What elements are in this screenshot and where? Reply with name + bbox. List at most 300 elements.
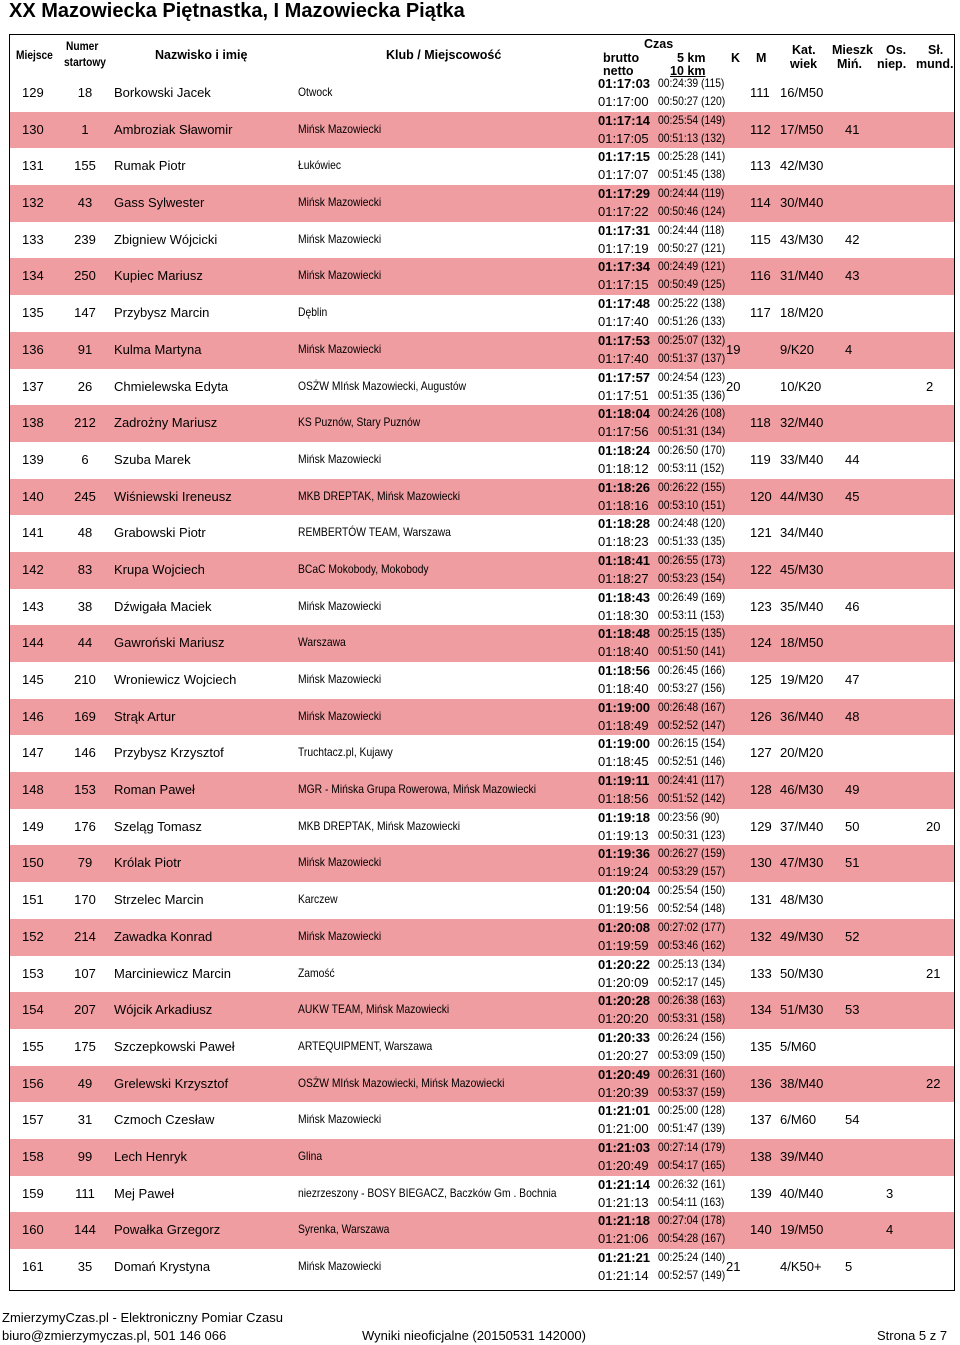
- table-row: [10, 956, 954, 993]
- time-brutto-cell: 01:19:36: [598, 846, 651, 862]
- men-place-cell: 114: [750, 195, 771, 211]
- club-cell: Mińsk Mazowiecki: [298, 451, 382, 466]
- name-cell: Roman Paweł: [114, 782, 195, 798]
- number-cell: 49: [77, 1075, 93, 1091]
- time-brutto-cell: 01:17:14: [598, 112, 651, 128]
- header-miesz-line2: Miń.: [837, 57, 862, 71]
- number-cell: 18: [77, 85, 93, 100]
- split-10km-cell: 00:51:37 (137): [658, 350, 726, 365]
- name-cell: Wroniewicz Wojciech: [114, 672, 237, 687]
- time-brutto-cell: 01:20:28: [598, 993, 651, 1009]
- time-brutto-cell: 01:17:15: [598, 149, 651, 165]
- footer-contact: biuro@zmierzymyczas.pl, 501 146 066: [2, 1328, 227, 1343]
- split-10km-cell: 00:53:09 (150): [658, 1047, 726, 1062]
- number-cell: 146: [74, 745, 96, 761]
- split-5km-cell: 00:24:41 (117): [658, 773, 725, 788]
- table-row: [10, 552, 954, 589]
- split-5km-cell: 00:25:13 (134): [658, 956, 726, 971]
- split-5km-cell: 00:26:31 (160): [658, 1066, 726, 1081]
- header-os-line1: Os.: [886, 43, 907, 57]
- time-netto-cell: 01:17:00: [598, 94, 649, 109]
- time-netto-cell: 01:21:06: [598, 1231, 649, 1247]
- time-brutto-cell: 01:17:29: [598, 186, 651, 202]
- time-brutto-cell: 01:18:26: [598, 479, 651, 495]
- uniformed-place-cell: 2: [926, 378, 934, 394]
- name-cell: Dźwigała Maciek: [114, 598, 212, 614]
- header-czas: Czas: [644, 37, 674, 51]
- resident-place-cell: 50: [845, 818, 860, 834]
- place-cell: 136: [22, 341, 44, 357]
- time-brutto-cell: 01:21:18: [598, 1213, 651, 1229]
- club-cell: OSŻW MIńsk Mazowiecki, Augustów: [298, 378, 467, 393]
- time-netto-cell: 01:17:05: [598, 130, 649, 146]
- split-5km-cell: 00:27:14 (179): [658, 1139, 726, 1154]
- time-brutto-cell: 01:18:04: [598, 406, 651, 422]
- header-club: Klub / Miejscowość: [386, 48, 502, 62]
- name-cell: Zawadka Konrad: [114, 928, 213, 944]
- category-cell: 37/M40: [780, 818, 824, 834]
- men-place-cell: 118: [750, 415, 771, 431]
- name-cell: Zadrożny Mariusz: [114, 415, 218, 431]
- number-cell: 107: [74, 965, 96, 981]
- name-cell: Lech Henryk: [114, 1148, 187, 1164]
- table-row: [10, 185, 954, 222]
- place-cell: 159: [22, 1185, 44, 1201]
- category-cell: 6/M60: [780, 1112, 817, 1128]
- category-cell: 46/M30: [780, 782, 824, 798]
- men-place-cell: 113: [750, 158, 771, 174]
- name-cell: Szuba Marek: [114, 451, 191, 467]
- place-cell: 153: [22, 965, 44, 981]
- place-cell: 154: [22, 1002, 44, 1018]
- split-10km-cell: 00:50:31 (123): [658, 827, 726, 842]
- men-place-cell: 138: [750, 1148, 772, 1164]
- split-5km-cell: 00:25:22 (138): [658, 296, 726, 311]
- split-5km-cell: 00:27:02 (177): [658, 919, 726, 934]
- resident-place-cell: 54: [845, 1112, 860, 1128]
- men-place-cell: 120: [750, 488, 772, 504]
- place-cell: 134: [22, 268, 44, 284]
- table-row: [10, 809, 954, 846]
- name-cell: Wójcik Arkadiusz: [114, 1002, 213, 1018]
- footer-company: ZmierzymyCzas.pl - Elektroniczny Pomiar Czasu: [2, 1310, 284, 1325]
- table-row: [10, 75, 954, 112]
- number-cell: 155: [74, 158, 96, 174]
- time-brutto-cell: 01:21:21: [598, 1250, 651, 1265]
- split-10km-cell: 00:53:31 (158): [658, 1011, 726, 1026]
- time-brutto-cell: 01:20:04: [598, 883, 651, 899]
- club-cell: Syrenka, Warszawa: [298, 1222, 390, 1237]
- table-row: [10, 882, 954, 919]
- header-split5: 5 km: [677, 51, 706, 65]
- name-cell: Kulma Martyna: [114, 341, 202, 357]
- club-cell: Mińsk Mazowiecki: [298, 195, 382, 210]
- place-cell: 131: [22, 158, 44, 174]
- name-cell: Strzelec Marcin: [114, 892, 204, 908]
- time-brutto-cell: 01:17:48: [598, 296, 651, 312]
- men-place-cell: 135: [750, 1038, 772, 1054]
- time-netto-cell: 01:19:24: [598, 864, 649, 880]
- men-place-cell: 140: [750, 1222, 772, 1238]
- club-cell: MKB DREPTAK, Mińsk Mazowiecki: [298, 488, 461, 503]
- time-netto-cell: 01:18:16: [598, 497, 649, 513]
- club-cell: BCaC Mokobody, Mokobody: [298, 561, 429, 576]
- time-brutto-cell: 01:20:08: [598, 919, 651, 935]
- header-kat-line2: wiek: [790, 57, 818, 71]
- table-row: [10, 479, 954, 516]
- split-10km-cell: 00:52:52 (147): [658, 717, 726, 732]
- name-cell: Strąk Artur: [114, 708, 176, 724]
- category-cell: 31/M40: [780, 268, 824, 284]
- men-place-cell: 123: [750, 598, 772, 614]
- men-place-cell: 131: [750, 892, 772, 908]
- split-10km-cell: 00:51:31 (134): [658, 424, 726, 439]
- men-place-cell: 125: [750, 672, 772, 687]
- split-10km-cell: 00:53:10 (151): [658, 497, 726, 512]
- club-cell: MKB DREPTAK, Mińsk Mazowiecki: [298, 818, 461, 833]
- time-netto-cell: 01:17:15: [598, 277, 649, 293]
- category-cell: 18/M50: [780, 635, 824, 651]
- split-5km-cell: 00:25:24 (140): [658, 1250, 726, 1264]
- category-cell: 42/M30: [780, 158, 824, 174]
- name-cell: Marciniewicz Marcin: [114, 965, 232, 981]
- club-cell: ARTEQUIPMENT, Warszawa: [298, 1038, 433, 1053]
- club-cell: Łukówiec: [298, 158, 342, 173]
- place-cell: 129: [22, 85, 44, 100]
- number-cell: 169: [74, 708, 96, 724]
- table-row: [10, 405, 954, 442]
- header-number-line1: Numer: [66, 39, 99, 53]
- name-cell: Rumak Piotr: [114, 158, 186, 174]
- table-row: [10, 148, 954, 185]
- club-cell: Truchtacz.pl, Kujawy: [298, 745, 393, 760]
- name-cell: Powałka Grzegorz: [114, 1222, 221, 1238]
- split-5km-cell: 00:25:54 (149): [658, 112, 726, 127]
- header-place: Miejsce: [16, 48, 53, 62]
- time-brutto-cell: 01:17:03: [598, 76, 651, 91]
- resident-place-cell: 46: [845, 598, 860, 614]
- club-cell: Dęblin: [298, 305, 328, 320]
- header-sl-line2: mund.: [916, 57, 954, 71]
- place-cell: 135: [22, 305, 44, 321]
- table-row: [10, 515, 954, 552]
- header-miesz-line1: Mieszk: [832, 43, 873, 57]
- name-cell: Królak Piotr: [114, 855, 182, 871]
- place-cell: 152: [22, 928, 44, 944]
- time-netto-cell: 01:18:30: [598, 607, 649, 623]
- place-cell: 138: [22, 415, 44, 431]
- category-cell: 50/M30: [780, 965, 824, 981]
- table-row: [10, 1139, 954, 1176]
- time-netto-cell: 01:17:40: [598, 350, 649, 366]
- men-place-cell: 122: [750, 561, 772, 577]
- number-cell: 43: [77, 195, 93, 211]
- number-cell: 79: [77, 855, 93, 871]
- time-netto-cell: 01:19:56: [598, 901, 649, 917]
- women-place-cell: 21: [726, 1259, 741, 1274]
- club-cell: Mińsk Mazowiecki: [298, 341, 382, 356]
- men-place-cell: 136: [750, 1075, 772, 1091]
- club-cell: Glina: [298, 1148, 323, 1163]
- split-5km-cell: 00:24:44 (119): [658, 186, 725, 201]
- table-row: [10, 222, 954, 259]
- header-number-line2: startowy: [64, 55, 106, 69]
- header-kat-line1: Kat.: [792, 43, 816, 57]
- time-brutto-cell: 01:18:28: [598, 516, 651, 532]
- split-10km-cell: 00:54:28 (167): [658, 1231, 726, 1246]
- place-cell: 145: [22, 672, 44, 687]
- time-netto-cell: 01:17:19: [598, 240, 649, 256]
- number-cell: 35: [77, 1259, 93, 1274]
- time-netto-cell: 01:20:39: [598, 1084, 649, 1100]
- place-cell: 156: [22, 1075, 44, 1091]
- men-place-cell: 133: [750, 965, 772, 981]
- table-row: [10, 735, 954, 772]
- club-cell: Zamość: [298, 965, 335, 980]
- split-5km-cell: 00:26:45 (166): [658, 663, 726, 677]
- time-netto-cell: 01:17:22: [598, 204, 649, 220]
- table-row: [10, 1212, 954, 1249]
- place-cell: 155: [22, 1038, 44, 1054]
- page-title: XX Mazowiecka Piętnastka, I Mazowiecka Piątka: [9, 0, 465, 22]
- header-sl-line1: Sł.: [928, 43, 944, 57]
- category-cell: 19/M50: [780, 1222, 824, 1238]
- time-brutto-cell: 01:19:00: [598, 736, 651, 752]
- category-cell: 10/K20: [780, 378, 822, 394]
- club-cell: MGR - Mińska Grupa Rowerowa, Mińsk Mazowiecki: [298, 782, 536, 797]
- table-row: [10, 772, 954, 809]
- disabled-place-cell: 3: [886, 1185, 894, 1201]
- resident-place-cell: 52: [845, 928, 860, 944]
- men-place-cell: 112: [750, 121, 771, 137]
- split-5km-cell: 00:25:54 (150): [658, 883, 726, 898]
- split-10km-cell: 00:54:11 (163): [658, 1194, 725, 1209]
- table-row: [10, 442, 954, 479]
- number-cell: 147: [74, 305, 96, 321]
- place-cell: 143: [22, 598, 44, 614]
- time-brutto-cell: 01:19:11: [598, 773, 650, 789]
- results-table: [9, 34, 955, 1291]
- number-cell: 207: [74, 1002, 96, 1018]
- name-cell: Szeląg Tomasz: [114, 818, 202, 834]
- name-cell: Borkowski Jacek: [114, 85, 211, 100]
- resident-place-cell: 41: [845, 121, 860, 137]
- number-cell: 111: [75, 1185, 95, 1201]
- time-brutto-cell: 01:21:01: [598, 1103, 651, 1119]
- footer-status: Wyniki nieoficjalne (20150531 142000): [362, 1328, 586, 1343]
- table-row: [10, 332, 954, 369]
- category-cell: 39/M40: [780, 1148, 824, 1164]
- time-netto-cell: 01:18:23: [598, 534, 649, 550]
- name-cell: Gass Sylwester: [114, 195, 205, 211]
- split-10km-cell: 00:51:47 (139): [658, 1121, 726, 1136]
- split-10km-cell: 00:53:11 (152): [658, 460, 725, 475]
- time-brutto-cell: 01:18:43: [598, 589, 651, 605]
- club-cell: AUKW TEAM, Mińsk Mazowiecki: [298, 1002, 450, 1017]
- category-cell: 47/M30: [780, 855, 824, 871]
- disabled-place-cell: 4: [886, 1222, 894, 1238]
- name-cell: Kupiec Mariusz: [114, 268, 203, 284]
- name-cell: Chmielewska Edyta: [114, 378, 229, 394]
- split-10km-cell: 00:53:11 (153): [658, 607, 725, 622]
- split-10km-cell: 00:50:49 (125): [658, 277, 726, 292]
- split-5km-cell: 00:26:49 (169): [658, 589, 726, 604]
- club-cell: niezrzeszony - BOSY BIEGACZ, Baczków Gm . Bochnia: [298, 1185, 557, 1200]
- split-10km-cell: 00:53:29 (157): [658, 864, 726, 879]
- name-cell: Czmoch Czesław: [114, 1112, 215, 1128]
- name-cell: Krupa Wojciech: [114, 561, 205, 577]
- club-cell: Mińsk Mazowiecki: [298, 598, 382, 613]
- split-5km-cell: 00:25:28 (141): [658, 149, 726, 164]
- split-10km-cell: 00:51:50 (141): [658, 644, 726, 659]
- women-place-cell: 19: [726, 341, 741, 357]
- time-brutto-cell: 01:18:41: [598, 552, 651, 568]
- category-cell: 30/M40: [780, 195, 824, 211]
- split-10km-cell: 00:52:17 (145): [658, 974, 726, 989]
- place-cell: 141: [22, 525, 44, 541]
- time-brutto-cell: 01:17:53: [598, 332, 651, 348]
- number-cell: 214: [74, 928, 96, 944]
- time-brutto-cell: 01:21:03: [598, 1139, 651, 1155]
- resident-place-cell: 51: [845, 855, 860, 871]
- number-cell: 26: [77, 378, 93, 394]
- split-5km-cell: 00:25:07 (132): [658, 332, 726, 347]
- split-10km-cell: 00:51:33 (135): [658, 534, 726, 549]
- split-10km-cell: 00:53:37 (159): [658, 1084, 726, 1099]
- time-netto-cell: 01:20:20: [598, 1011, 649, 1027]
- resident-place-cell: 48: [845, 708, 860, 724]
- number-cell: 175: [74, 1038, 96, 1054]
- category-cell: 48/M30: [780, 892, 824, 908]
- split-10km-cell: 00:52:57 (149): [658, 1268, 726, 1282]
- time-brutto-cell: 01:20:33: [598, 1029, 651, 1045]
- resident-place-cell: 5: [845, 1259, 853, 1274]
- table-row: [10, 992, 954, 1029]
- split-10km-cell: 00:52:54 (148): [658, 901, 726, 916]
- men-place-cell: 132: [750, 928, 772, 944]
- category-cell: 18/M20: [780, 305, 824, 321]
- name-cell: Przybysz Krzysztof: [114, 745, 224, 761]
- split-5km-cell: 00:24:54 (123): [658, 369, 726, 384]
- time-netto-cell: 01:20:09: [598, 974, 649, 990]
- men-place-cell: 137: [750, 1112, 772, 1128]
- place-cell: 140: [22, 488, 44, 504]
- club-cell: Mińsk Mazowiecki: [298, 268, 382, 283]
- split-5km-cell: 00:26:55 (173): [658, 552, 726, 567]
- time-netto-cell: 01:17:51: [598, 387, 649, 403]
- category-cell: 32/M40: [780, 415, 824, 431]
- number-cell: 239: [74, 231, 96, 247]
- category-cell: 4/K50+: [780, 1259, 822, 1274]
- place-cell: 132: [22, 195, 44, 211]
- footer-page-number: Strona 5 z 7: [877, 1328, 948, 1343]
- category-cell: 5/M60: [780, 1038, 817, 1054]
- time-netto-cell: 01:21:00: [598, 1121, 649, 1137]
- split-5km-cell: 00:24:48 (120): [658, 516, 726, 531]
- category-cell: 44/M30: [780, 488, 824, 504]
- number-cell: 6: [81, 451, 89, 467]
- category-cell: 33/M40: [780, 451, 824, 467]
- time-netto-cell: 01:21:13: [598, 1194, 649, 1210]
- place-cell: 158: [22, 1148, 44, 1164]
- category-cell: 19/M20: [780, 672, 824, 687]
- resident-place-cell: 43: [845, 268, 860, 284]
- men-place-cell: 111: [750, 85, 770, 100]
- number-cell: 144: [74, 1222, 96, 1238]
- place-cell: 147: [22, 745, 44, 761]
- time-netto-cell: 01:18:40: [598, 644, 649, 660]
- table-row: [10, 1102, 954, 1139]
- category-cell: 9/K20: [780, 341, 814, 357]
- resident-place-cell: 44: [845, 451, 860, 467]
- number-cell: 44: [77, 635, 93, 651]
- place-cell: 148: [22, 782, 44, 798]
- table-row: [10, 258, 954, 295]
- split-5km-cell: 00:26:38 (163): [658, 993, 726, 1008]
- club-cell: Mińsk Mazowiecki: [298, 928, 382, 943]
- men-place-cell: 129: [750, 818, 772, 834]
- time-brutto-cell: 01:21:14: [598, 1176, 651, 1192]
- place-cell: 157: [22, 1112, 44, 1128]
- table-row: [10, 1176, 954, 1213]
- name-cell: Szczepkowski Paweł: [114, 1038, 235, 1054]
- place-cell: 144: [22, 635, 44, 651]
- time-brutto-cell: 01:17:57: [598, 369, 651, 385]
- number-cell: 250: [74, 268, 96, 284]
- time-netto-cell: 01:18:56: [598, 791, 649, 807]
- name-cell: Gawroński Mariusz: [114, 635, 225, 651]
- men-place-cell: 128: [750, 782, 772, 798]
- header-netto: netto: [603, 64, 634, 78]
- name-cell: Przybysz Marcin: [114, 305, 210, 321]
- header-name: Nazwisko i imię: [155, 48, 248, 62]
- time-brutto-cell: 01:19:00: [598, 699, 651, 715]
- split-5km-cell: 00:26:50 (170): [658, 442, 726, 457]
- time-brutto-cell: 01:18:24: [598, 442, 651, 458]
- table-row: [10, 625, 954, 662]
- header-os-line2: niep.: [877, 57, 907, 71]
- number-cell: 212: [74, 415, 96, 431]
- time-brutto-cell: 01:20:49: [598, 1066, 651, 1082]
- split-5km-cell: 00:26:27 (159): [658, 846, 726, 861]
- men-place-cell: 134: [750, 1002, 772, 1018]
- time-netto-cell: 01:18:40: [598, 681, 649, 696]
- category-cell: 34/M40: [780, 525, 824, 541]
- split-5km-cell: 00:26:22 (155): [658, 479, 726, 494]
- name-cell: Domań Krystyna: [114, 1259, 211, 1274]
- men-place-cell: 124: [750, 635, 772, 651]
- club-cell: Mińsk Mazowiecki: [298, 672, 382, 686]
- split-10km-cell: 00:53:46 (162): [658, 937, 726, 952]
- split-5km-cell: 00:25:15 (135): [658, 626, 726, 641]
- table-row: [10, 1029, 954, 1066]
- men-place-cell: 121: [750, 525, 772, 541]
- men-place-cell: 130: [750, 855, 772, 871]
- time-netto-cell: 01:20:27: [598, 1047, 649, 1063]
- number-cell: 31: [77, 1112, 93, 1128]
- uniformed-place-cell: 22: [926, 1075, 941, 1091]
- resident-place-cell: 49: [845, 782, 860, 798]
- category-cell: 16/M50: [780, 85, 824, 100]
- category-cell: 35/M40: [780, 598, 824, 614]
- table-row: [10, 112, 954, 149]
- split-5km-cell: 00:26:24 (156): [658, 1029, 726, 1044]
- split-5km-cell: 00:23:56 (90): [658, 809, 720, 824]
- name-cell: Mej Paweł: [114, 1185, 174, 1201]
- table-row: [10, 295, 954, 332]
- name-cell: Wiśniewski Ireneusz: [114, 488, 232, 504]
- club-cell: Mińsk Mazowiecki: [298, 855, 382, 870]
